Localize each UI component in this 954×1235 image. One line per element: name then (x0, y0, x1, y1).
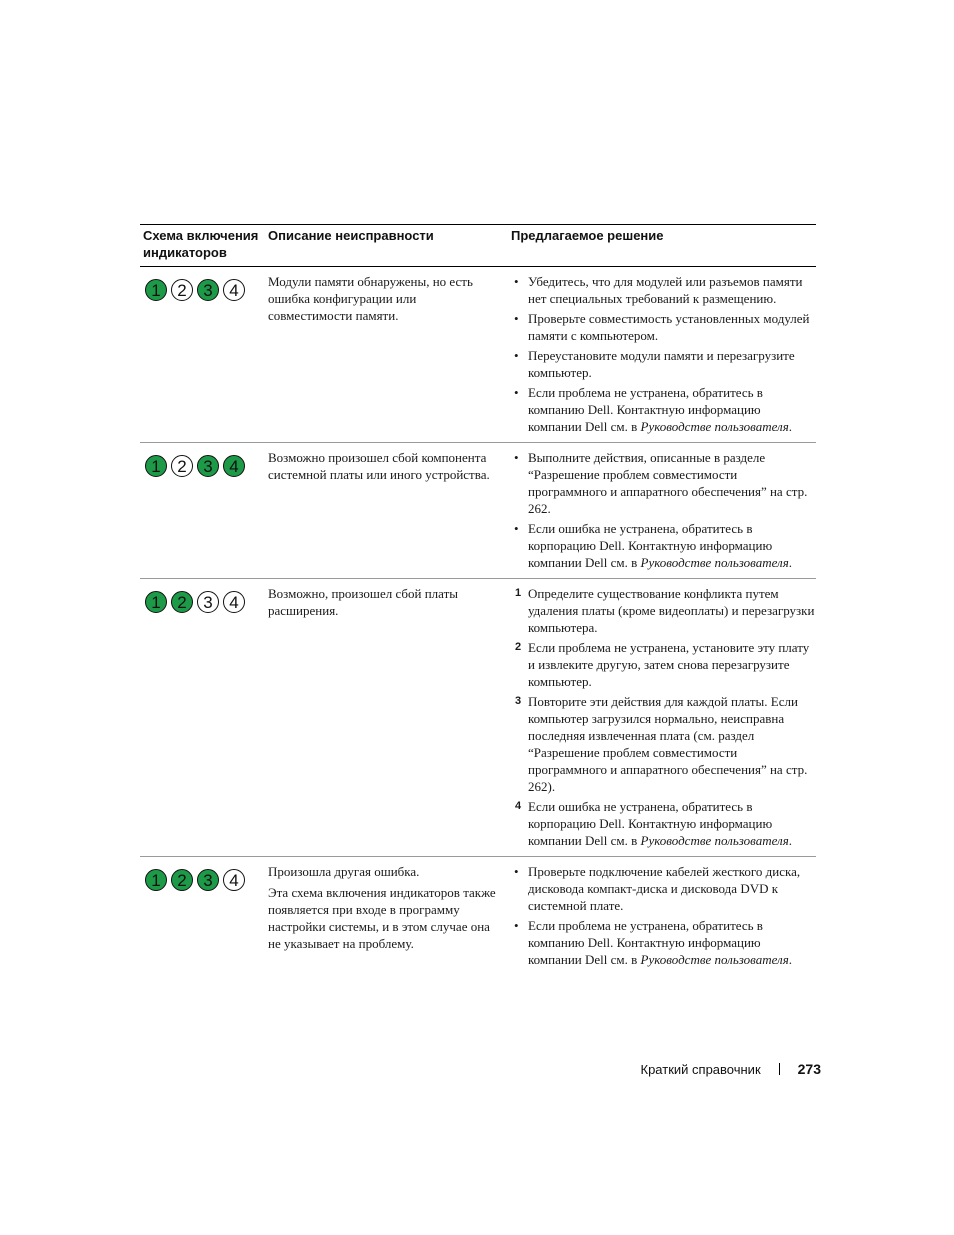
resolution-text: Определите существование конфликта путем удаления платы (кроме видеоплаты) и перезагрузки компьютера. (528, 586, 815, 635)
resolution-text: Убедитесь, что для модулей или разъемов памяти нет специальных требований к размещению. (528, 274, 803, 306)
table-body (140, 267, 816, 975)
resolution-text: Если проблема не устранена, установите эту плату и извлеките другую, затем снова перезагрузите компьютер. (528, 640, 810, 689)
bullet-list (511, 273, 816, 435)
light-pattern-cell (140, 449, 268, 571)
problem-description-cell (268, 273, 511, 435)
sentence-end: . (788, 833, 793, 848)
resolution-text: Выполните действия, описанные в разделе “Разрешение проблем совместимости программного и аппаратного обеспечения” на стр. 262. (528, 450, 808, 516)
sentence-end: . (788, 555, 793, 570)
diagnostic-light-4-off-icon: 4 (223, 591, 245, 613)
diagnostic-light-3-on-icon: 3 (197, 279, 219, 301)
table-header (140, 225, 816, 267)
problem-description: Возможно, произошел сбой платы расширения. (268, 586, 458, 618)
resolution-step (511, 384, 816, 435)
bullet-icon: • (514, 385, 519, 400)
problem-description: Модули памяти обнаружены, но есть ошибка конфигурации или совместимости памяти. (268, 274, 473, 323)
header-light-pattern: Схема включения индикаторов (143, 228, 259, 260)
diagnostic-lights (143, 273, 268, 301)
user-guide-reference: Руководстве пользователя (640, 419, 789, 434)
diagnostic-light-2-on-icon: 2 (171, 591, 193, 613)
header-suggested-resolution: Предлагаемое решение (511, 228, 664, 243)
problem-description: Возможно произошел сбой компонента системной платы или иного устройства. (268, 450, 490, 482)
step-number: 3 (515, 695, 522, 707)
resolution-step (511, 798, 816, 849)
resolution-step (511, 310, 816, 344)
footer-section-title: Краткий справочник (640, 1061, 761, 1077)
user-guide-reference: Руководстве пользователя (640, 833, 789, 848)
diagnostic-lights (143, 863, 268, 891)
problem-description: Произошла другая ошибка. (268, 864, 420, 879)
bullet-list (511, 449, 816, 571)
problem-description: Эта схема включения индикаторов также появляется при входе в программу настройки системы, и в этом случае она не указывает на проблему. (268, 885, 496, 951)
diagnostic-light-1-on-icon: 1 (145, 591, 167, 613)
sentence-end: . (788, 419, 793, 434)
diagnostic-light-3-off-icon: 3 (197, 591, 219, 613)
page-number: 273 (797, 1061, 821, 1077)
diagnostic-light-3-on-icon: 3 (197, 455, 219, 477)
suggested-resolution-cell (511, 863, 816, 968)
diagnostic-light-1-on-icon: 1 (145, 869, 167, 891)
table-row (140, 579, 816, 857)
resolution-text: Проверьте совместимость установленных модулей памяти с компьютером. (528, 311, 810, 343)
diagnostic-lights-table (140, 224, 816, 975)
resolution-step (511, 347, 816, 381)
diagnostic-light-4-on-icon: 4 (223, 455, 245, 477)
resolution-step (511, 585, 816, 636)
diagnostic-light-1-on-icon: 1 (145, 455, 167, 477)
light-pattern-cell (140, 585, 268, 849)
resolution-step (511, 693, 816, 795)
step-number: 1 (515, 587, 522, 599)
bullet-icon: • (514, 521, 519, 536)
resolution-text: Если проблема не устранена, обратитесь в компанию Dell. Контактную информацию компании Dell см. в (528, 918, 763, 967)
page-footer (641, 1061, 822, 1077)
diagnostic-light-1-on-icon: 1 (145, 279, 167, 301)
step-number: 4 (515, 800, 522, 812)
table-row (140, 857, 816, 975)
bullet-icon: • (514, 450, 519, 465)
diagnostic-light-2-off-icon: 2 (171, 455, 193, 477)
user-guide-reference: Руководстве пользователя (640, 952, 789, 967)
diagnostic-light-2-off-icon: 2 (171, 279, 193, 301)
user-guide-reference: Руководстве пользователя (640, 555, 789, 570)
resolution-step (511, 917, 816, 968)
light-pattern-cell (140, 863, 268, 968)
step-number: 2 (515, 641, 522, 653)
diagnostic-light-3-on-icon: 3 (197, 869, 219, 891)
problem-description-cell (268, 863, 511, 968)
problem-description-cell (268, 449, 511, 571)
bullet-icon: • (514, 274, 519, 289)
header-problem-description: Описание неисправности (268, 228, 434, 243)
resolution-text: Если ошибка не устранена, обратитесь в корпорацию Dell. Контактную информацию компании Dell см. в (528, 799, 773, 848)
diagnostic-light-2-on-icon: 2 (171, 869, 193, 891)
suggested-resolution-cell (511, 449, 816, 571)
resolution-step (511, 863, 816, 914)
diagnostic-lights (143, 449, 268, 477)
resolution-text: Если проблема не устранена, обратитесь в компанию Dell. Контактную информацию компании Dell см. в (528, 385, 763, 434)
resolution-text: Проверьте подключение кабелей жесткого диска, дисковода компакт-диска и дисковода DVD к системной плате. (528, 864, 801, 913)
resolution-step (511, 273, 816, 307)
resolution-step (511, 639, 816, 690)
resolution-text: Повторите эти действия для каждой платы. Если компьютер загрузился нормально, неисправна последняя извлеченная плата (см. раздел “Разрешение проблем совместимости программного и аппаратного обеспечения” на стр. 262). (528, 694, 808, 794)
suggested-resolution-cell (511, 273, 816, 435)
diagnostic-light-4-off-icon: 4 (223, 869, 245, 891)
sentence-end: . (788, 952, 793, 967)
table-row (140, 267, 816, 443)
resolution-text: Если ошибка не устранена, обратитесь в корпорацию Dell. Контактную информацию компании Dell см. в (528, 521, 773, 570)
bullet-icon: • (514, 311, 519, 326)
bullet-icon: • (514, 918, 519, 933)
resolution-step (511, 520, 816, 571)
diagnostic-lights (143, 585, 268, 613)
footer-separator (779, 1063, 780, 1075)
bullet-icon: • (514, 864, 519, 879)
diagnostic-light-4-off-icon: 4 (223, 279, 245, 301)
resolution-step (511, 449, 816, 517)
table-row (140, 443, 816, 579)
numbered-steps (511, 585, 816, 849)
resolution-text: Переустановите модули памяти и перезагрузите компьютер. (528, 348, 795, 380)
light-pattern-cell (140, 273, 268, 435)
suggested-resolution-cell (511, 585, 816, 849)
problem-description-cell (268, 585, 511, 849)
bullet-icon: • (514, 348, 519, 363)
bullet-list (511, 863, 816, 968)
